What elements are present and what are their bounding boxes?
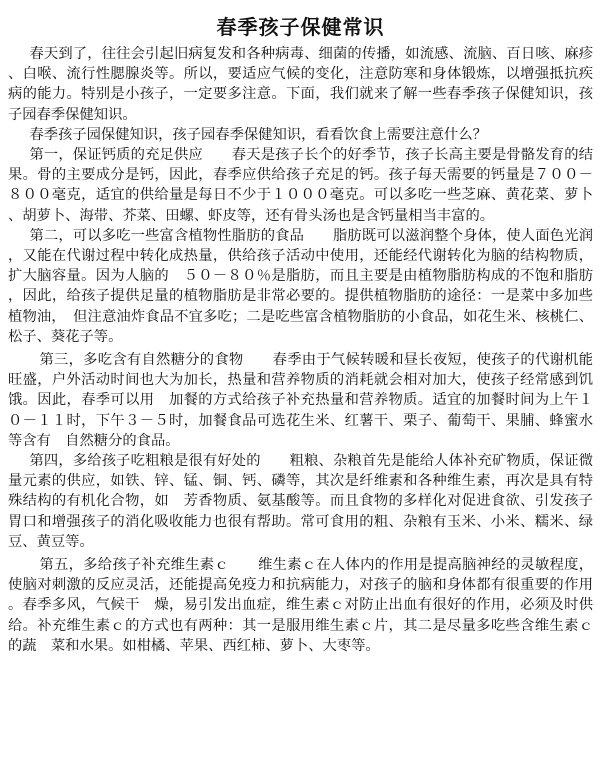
paragraph-plant-fat: 第二，可以多吃一些富含植物性脂肪的食品 脂肪既可以滋润整个身体，使人面色光润，又能在代谢过程中转化成热量，供给孩子活动中使用，还能经代谢转化为脑的结构物质，扩大脑容量。因为人脑的 ５０－８０％是脂肪，而且主要是由植物脂肪构成的不饱和脂肪，因此，给孩子提供足量的植物脂肪是非常必要的。提供植物脂肪的途径：一是菜中多加些植物油， 但注意油炸食品不宜多吃；二是吃些富含植物脂肪的小食品，如花生米、核桃仁、松子、葵花子等。 [8, 227, 593, 345]
paragraph-natural-sugar: 第三，多吃含有自然糖分的食物 春季由于气候转暖和昼长夜短，使孩子的代谢机能旺盛，户外活动时间也大为加长，热量和营养物质的消耗就会相对加大，使孩子经常感到饥饿。因此，春季可以用 加餐的方式给孩子补充热量和营养物质。适宜的加餐时间为上午１０－１１时，下午３－５时，加餐食品可选花生米、红薯干、栗子、葡萄干、果脯、蜂蜜水等含有 自然糖分的食品。 [8, 352, 593, 449]
paragraph-intro: 春天到了，往往会引起旧病复发和各种病毒、细菌的传播，如流感、流脑、百日咳、麻疹、白喉、流行性腮腺炎等。所以，要适应气候的变化，注意防寒和身体锻炼，以增强抵抗疾病的能力。特别是小孩子，一定要多注意。下面，我们就来了解一些春季孩子保健知识，孩子园春季保健知识。 [8, 46, 593, 123]
paragraph-calcium: 第一，保证钙质的充足供应 春天是孩子长个的好季节，孩子长高主要是骨骼发育的结果。骨的主要成分是钙，因此，春季应供给孩子充足的钙。孩子每天需要的钙量是７００－８００毫克，适宜的供给量是每日不少于１０００毫克。可以多吃一些芝麻、黄花菜、萝卜、胡萝卜、海带、芥菜、田螺、虾皮等，还有骨头汤也是含钙量相当丰富的。 [8, 147, 593, 224]
paragraph-coarse-grains: 第四，多给孩子吃粗粮是很有好处的 粗粮、杂粮首先是能给人体补充矿物质，保证微量元素的供应，如铁、锌、锰、铜、钙、磷等，其次是纤维素和各种维生素，再次是具有特殊结构的有机化合物，如 芳香物质、氨基酸等。而且食物的多样化对促进食欲、引发孩子胃口和增强孩子的消化吸收能力也很有帮助。常可食用的粗、杂粮有玉米、小米、糯米、绿豆、黄豆等。 [8, 453, 593, 550]
paragraph-vitamin-c: 第五，多给孩子补充维生素ｃ 维生素ｃ在人体内的作用是提高脑神经的灵敏程度，使脑对刺激的反应灵活，还能提高免疫力和抗病能力，对孩子的脑和身体都有很重要的作用。春季多风，气候干 燥，易引发出血症，维生素ｃ对防止出血有很好的作用，必须及时供给。补充维生素ｃ的方式也有两种：其一是服用维生素ｃ片，其二是尽量多吃些含维生素ｃ的蔬 菜和水果。如柑橘、苹果、西红柿、萝卜、大枣等。 [8, 557, 593, 654]
paragraph-question: 春季孩子园保健知识，孩子园春季保健知识，看看饮食上需要注意什么？ [29, 126, 487, 143]
document-title: 春季孩子保健常识 [216, 15, 385, 39]
